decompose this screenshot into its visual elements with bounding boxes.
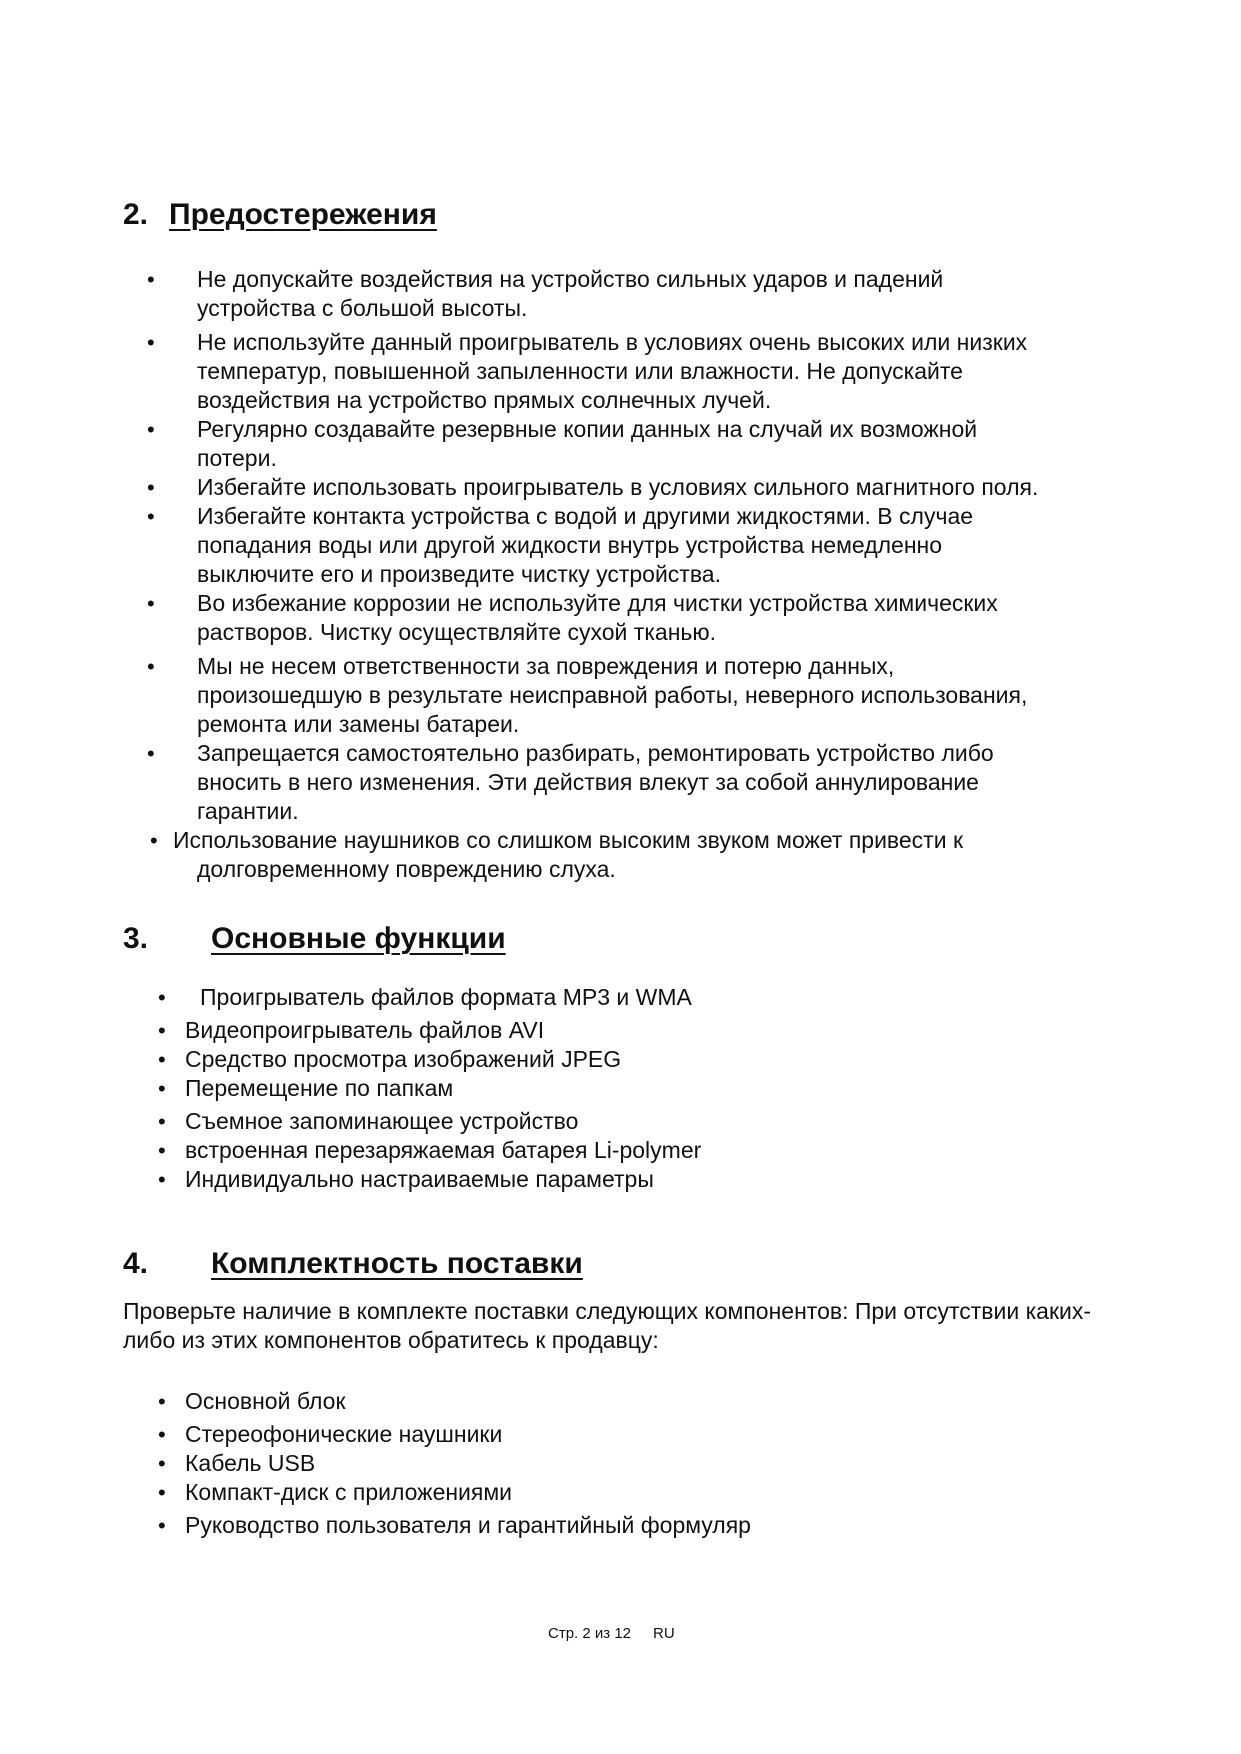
bullet-icon: •: [147, 417, 155, 442]
list-item: [158, 1420, 945, 1449]
list-item-text: встроенная перезаряжаемая батарея Li-polymer: [185, 1137, 702, 1163]
bullet-icon: •: [158, 1018, 166, 1043]
list-item-text: Руководство пользователя и гарантийный формуляр: [185, 1512, 751, 1538]
list-item: [158, 1045, 945, 1074]
section-title: Комплектность поставки: [211, 1247, 583, 1280]
list-item-line: растворов. Чистку осуществляйте сухой тканью.: [197, 619, 717, 645]
list-item-text: Средство просмотра изображений JPEG: [185, 1046, 622, 1072]
list-item: [147, 415, 1127, 473]
list-item-line: долговременному повреждению слуха.: [197, 856, 616, 882]
section-number: 4.: [123, 1247, 149, 1280]
section-title: Основные функции: [211, 922, 506, 955]
bullet-icon: •: [147, 504, 155, 529]
list-item-line: устройства с большой высоты.: [197, 295, 528, 321]
list-item-line: потери.: [197, 445, 277, 471]
list-item-line: вносить в него изменения. Эти действия влекут за собой аннулирование: [197, 769, 979, 795]
list-item: [158, 1016, 945, 1045]
bullet-icon: •: [158, 1109, 166, 1134]
list-item-line: Избегайте использовать проигрыватель в условиях сильного магнитного поля.: [197, 474, 1039, 500]
page-footer: [548, 1625, 675, 1643]
list-item-text: Индивидуально настраиваемые параметры: [185, 1166, 654, 1192]
page-number: Стр. 2 из 12: [548, 1625, 631, 1642]
list-item-line: Регулярно создавайте резервные копии данных на случай их возможной: [197, 416, 978, 442]
list-item-text: Кабель USB: [185, 1450, 316, 1476]
list-item-line: Не используйте данный проигрыватель в условиях очень высоких или низких: [197, 329, 1028, 355]
section-number: 3.: [123, 922, 149, 955]
list-item: [150, 826, 1127, 884]
list-item-line: Во избежание коррозии не используйте для чистки устройства химических: [197, 590, 998, 616]
bullet-icon: •: [158, 1167, 166, 1192]
list-item: [158, 1449, 945, 1478]
list-item-line: Избегайте контакта устройства с водой и другими жидкостями. В случае: [197, 503, 974, 529]
bullet-icon: •: [150, 828, 158, 853]
list-item: [147, 473, 1127, 502]
bullet-icon: •: [158, 1389, 166, 1414]
bullet-icon: •: [147, 654, 155, 679]
package-list: [158, 1387, 945, 1540]
list-item-line: произошедшую в результате неисправной работы, неверного использования,: [197, 682, 1028, 708]
list-item-line: гарантии.: [197, 798, 299, 824]
list-item: [147, 502, 1127, 589]
bullet-icon: •: [147, 741, 155, 766]
list-item: [158, 1387, 945, 1416]
list-item-text: Компакт-диск с приложениями: [185, 1479, 513, 1505]
list-item-line: Не допускайте воздействия на устройство сильных ударов и падений: [197, 266, 944, 292]
bullet-icon: •: [147, 591, 155, 616]
list-item: [147, 589, 1127, 647]
bullet-icon: •: [158, 1138, 166, 1163]
list-item-line: воздействия на устройство прямых солнечных лучей.: [197, 387, 772, 413]
list-item: [158, 1165, 945, 1194]
section-heading-precautions: [123, 197, 483, 233]
list-item-line: температур, повышенной запыленности или влажности. Не допускайте: [197, 358, 963, 384]
list-item-text: Съемное запоминающее устройство: [185, 1108, 579, 1134]
bullet-icon: •: [158, 1451, 166, 1476]
bullet-icon: •: [147, 475, 155, 500]
package-intro: Проверьте наличие в комплекте поставки следующих компонентов: При отсутствии каких-либо из этих компонентов обратитесь к продавцу:: [123, 1298, 1092, 1353]
list-item-text: Стереофонические наушники: [185, 1421, 503, 1447]
list-item: [158, 1074, 945, 1103]
list-item-text: Проигрыватель файлов формата MP3 и WMA: [200, 984, 692, 1010]
list-item: [147, 328, 1127, 415]
list-item: [158, 983, 945, 1012]
list-item: [147, 739, 1127, 826]
bullet-icon: •: [147, 267, 155, 292]
bullet-icon: •: [158, 1047, 166, 1072]
bullet-icon: •: [158, 1422, 166, 1447]
list-item: [147, 265, 1127, 323]
bullet-icon: •: [158, 1480, 166, 1505]
list-item: [158, 1107, 945, 1136]
list-item-line: ремонта или замены батареи.: [197, 711, 520, 737]
section-heading-features: [123, 921, 506, 957]
list-item-line: Использование наушников со слишком высоким звуком может привести к: [173, 827, 964, 853]
bullet-icon: •: [158, 985, 166, 1010]
features-list: [158, 983, 945, 1194]
list-item: [158, 1511, 945, 1540]
list-item-text: Перемещение по папкам: [185, 1075, 454, 1101]
list-item: [158, 1478, 945, 1507]
list-item-line: Мы не несем ответственности за повреждения и потерю данных,: [197, 653, 895, 679]
list-item-line: выключите его и произведите чистку устройства.: [197, 561, 721, 587]
section-title: Предостережения: [169, 198, 437, 231]
bullet-icon: •: [158, 1513, 166, 1538]
list-item-text: Видеопроигрыватель файлов AVI: [185, 1017, 545, 1043]
list-item: [147, 652, 1127, 739]
section-number: 2.: [123, 198, 149, 231]
list-item-line: попадания воды или другой жидкости внутрь устройства немедленно: [197, 532, 943, 558]
bullet-icon: •: [147, 330, 155, 355]
bullet-icon: •: [158, 1076, 166, 1101]
precautions-list: [147, 265, 1127, 884]
language-code: RU: [653, 1625, 675, 1642]
list-item-line: Запрещается самостоятельно разбирать, ремонтировать устройство либо: [197, 740, 994, 766]
list-item: [158, 1136, 945, 1165]
list-item-text: Основной блок: [185, 1388, 346, 1414]
section-heading-package: [123, 1246, 583, 1282]
